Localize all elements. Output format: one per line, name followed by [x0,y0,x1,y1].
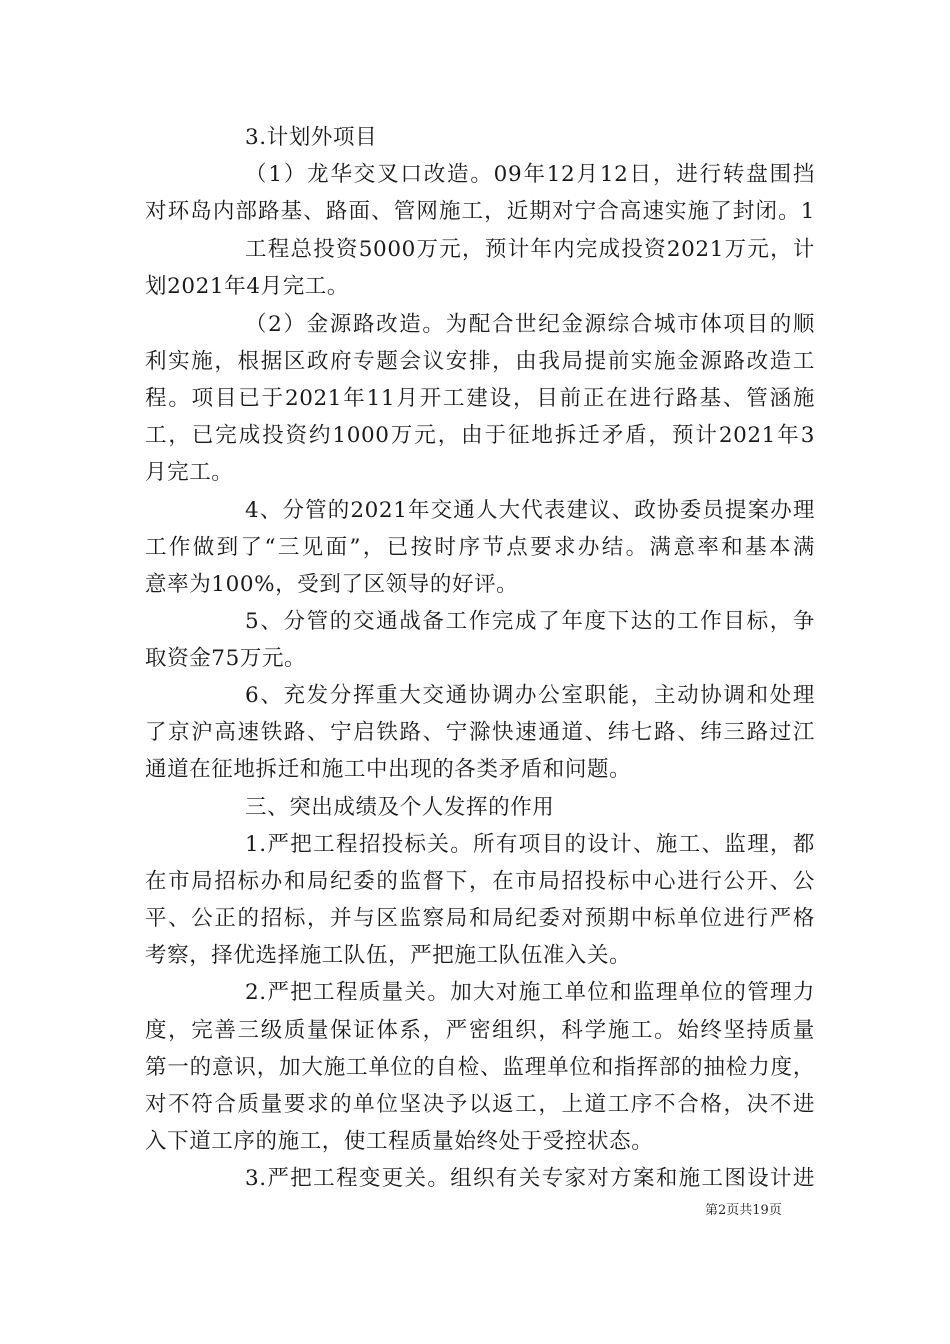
text-line: 3.严把工程变更关。组织有关专家对方案和施工图设计进 [245,1166,815,1191]
text-line: 考察，择优选择施工队伍，严把施工队伍准入关。 [145,943,632,968]
text-line: 3.计划外项目 [245,125,378,150]
text-line: 4、分管的2021年交通人大代表建议、政协委员提案办理 [245,498,815,523]
text-line: 工作做到了“三见面”，已按时序节点要求办结。满意率和基本满 [145,535,815,560]
text-line: 对环岛内部路基、路面、管网施工，近期对宁合高速实施了封闭。1 [145,199,815,224]
text-line: 取资金75万元。 [145,646,307,671]
text-line: 2.严把工程质量关。加大对施工单位和监理单位的管理力 [245,980,815,1005]
text-line: 通道在征地拆迁和施工中出现的各类矛盾和问题。 [145,757,632,782]
section-heading: 三、突出成绩及个人发挥的作用 [245,795,555,820]
text-line: 对不符合质量要求的单位坚决予以返工，上道工序不合格，决不进 [145,1092,815,1117]
text-line: 了京沪高速铁路、宁启铁路、宁滁快速通道、纬七路、纬三路过江 [145,720,815,745]
text-line: 工，已完成投资约1000万元，由于征地拆迁矛盾，预计2021年3 [145,423,815,448]
text-line: 意率为100%，受到了区领导的好评。 [145,572,519,597]
text-line: 6、充发分挥重大交通协调办公室职能，主动协调和处理 [245,683,815,708]
text-line: 第一的意识，加大施工单位的自检、监理单位和指挥部的抽检力度， [145,1055,815,1080]
text-line: 划2021年4月完工。 [145,274,349,299]
text-line: 入下道工序的施工，使工程质量始终处于受控状态。 [145,1129,654,1154]
text-line: 1.严把工程招投标关。所有项目的设计、施工、监理，都 [245,832,815,857]
text-line: 度，完善三级质量保证体系，严密组织，科学施工。始终坚持质量 [145,1018,815,1043]
text-line: 利实施，根据区政府专题会议安排，由我局提前实施金源路改造工 [145,349,815,374]
text-line: （2）金源路改造。为配合世纪金源综合城市体项目的顺 [245,312,815,337]
text-line: 5、分管的交通战备工作完成了年度下达的工作目标，争 [245,609,815,634]
text-line: 平、公正的招标，并与区监察局和局纪委对预期中标单位进行严格 [145,906,815,931]
text-line: （1）龙华交叉口改造。09年12月12日，进行转盘围挡 [245,162,815,187]
text-line: 月完工。 [145,460,234,485]
text-line: 在市局招标办和局纪委的监督下，在市局招投标中心进行公开、公 [145,869,815,894]
text-line: 工程总投资5000万元，预计年内完成投资2021万元，计 [245,237,815,262]
page-number-footer: 第2页共19页 [705,1203,782,1218]
text-line: 程。项目已于2021年11月开工建设，目前正在进行路基、管涵施 [145,386,815,411]
